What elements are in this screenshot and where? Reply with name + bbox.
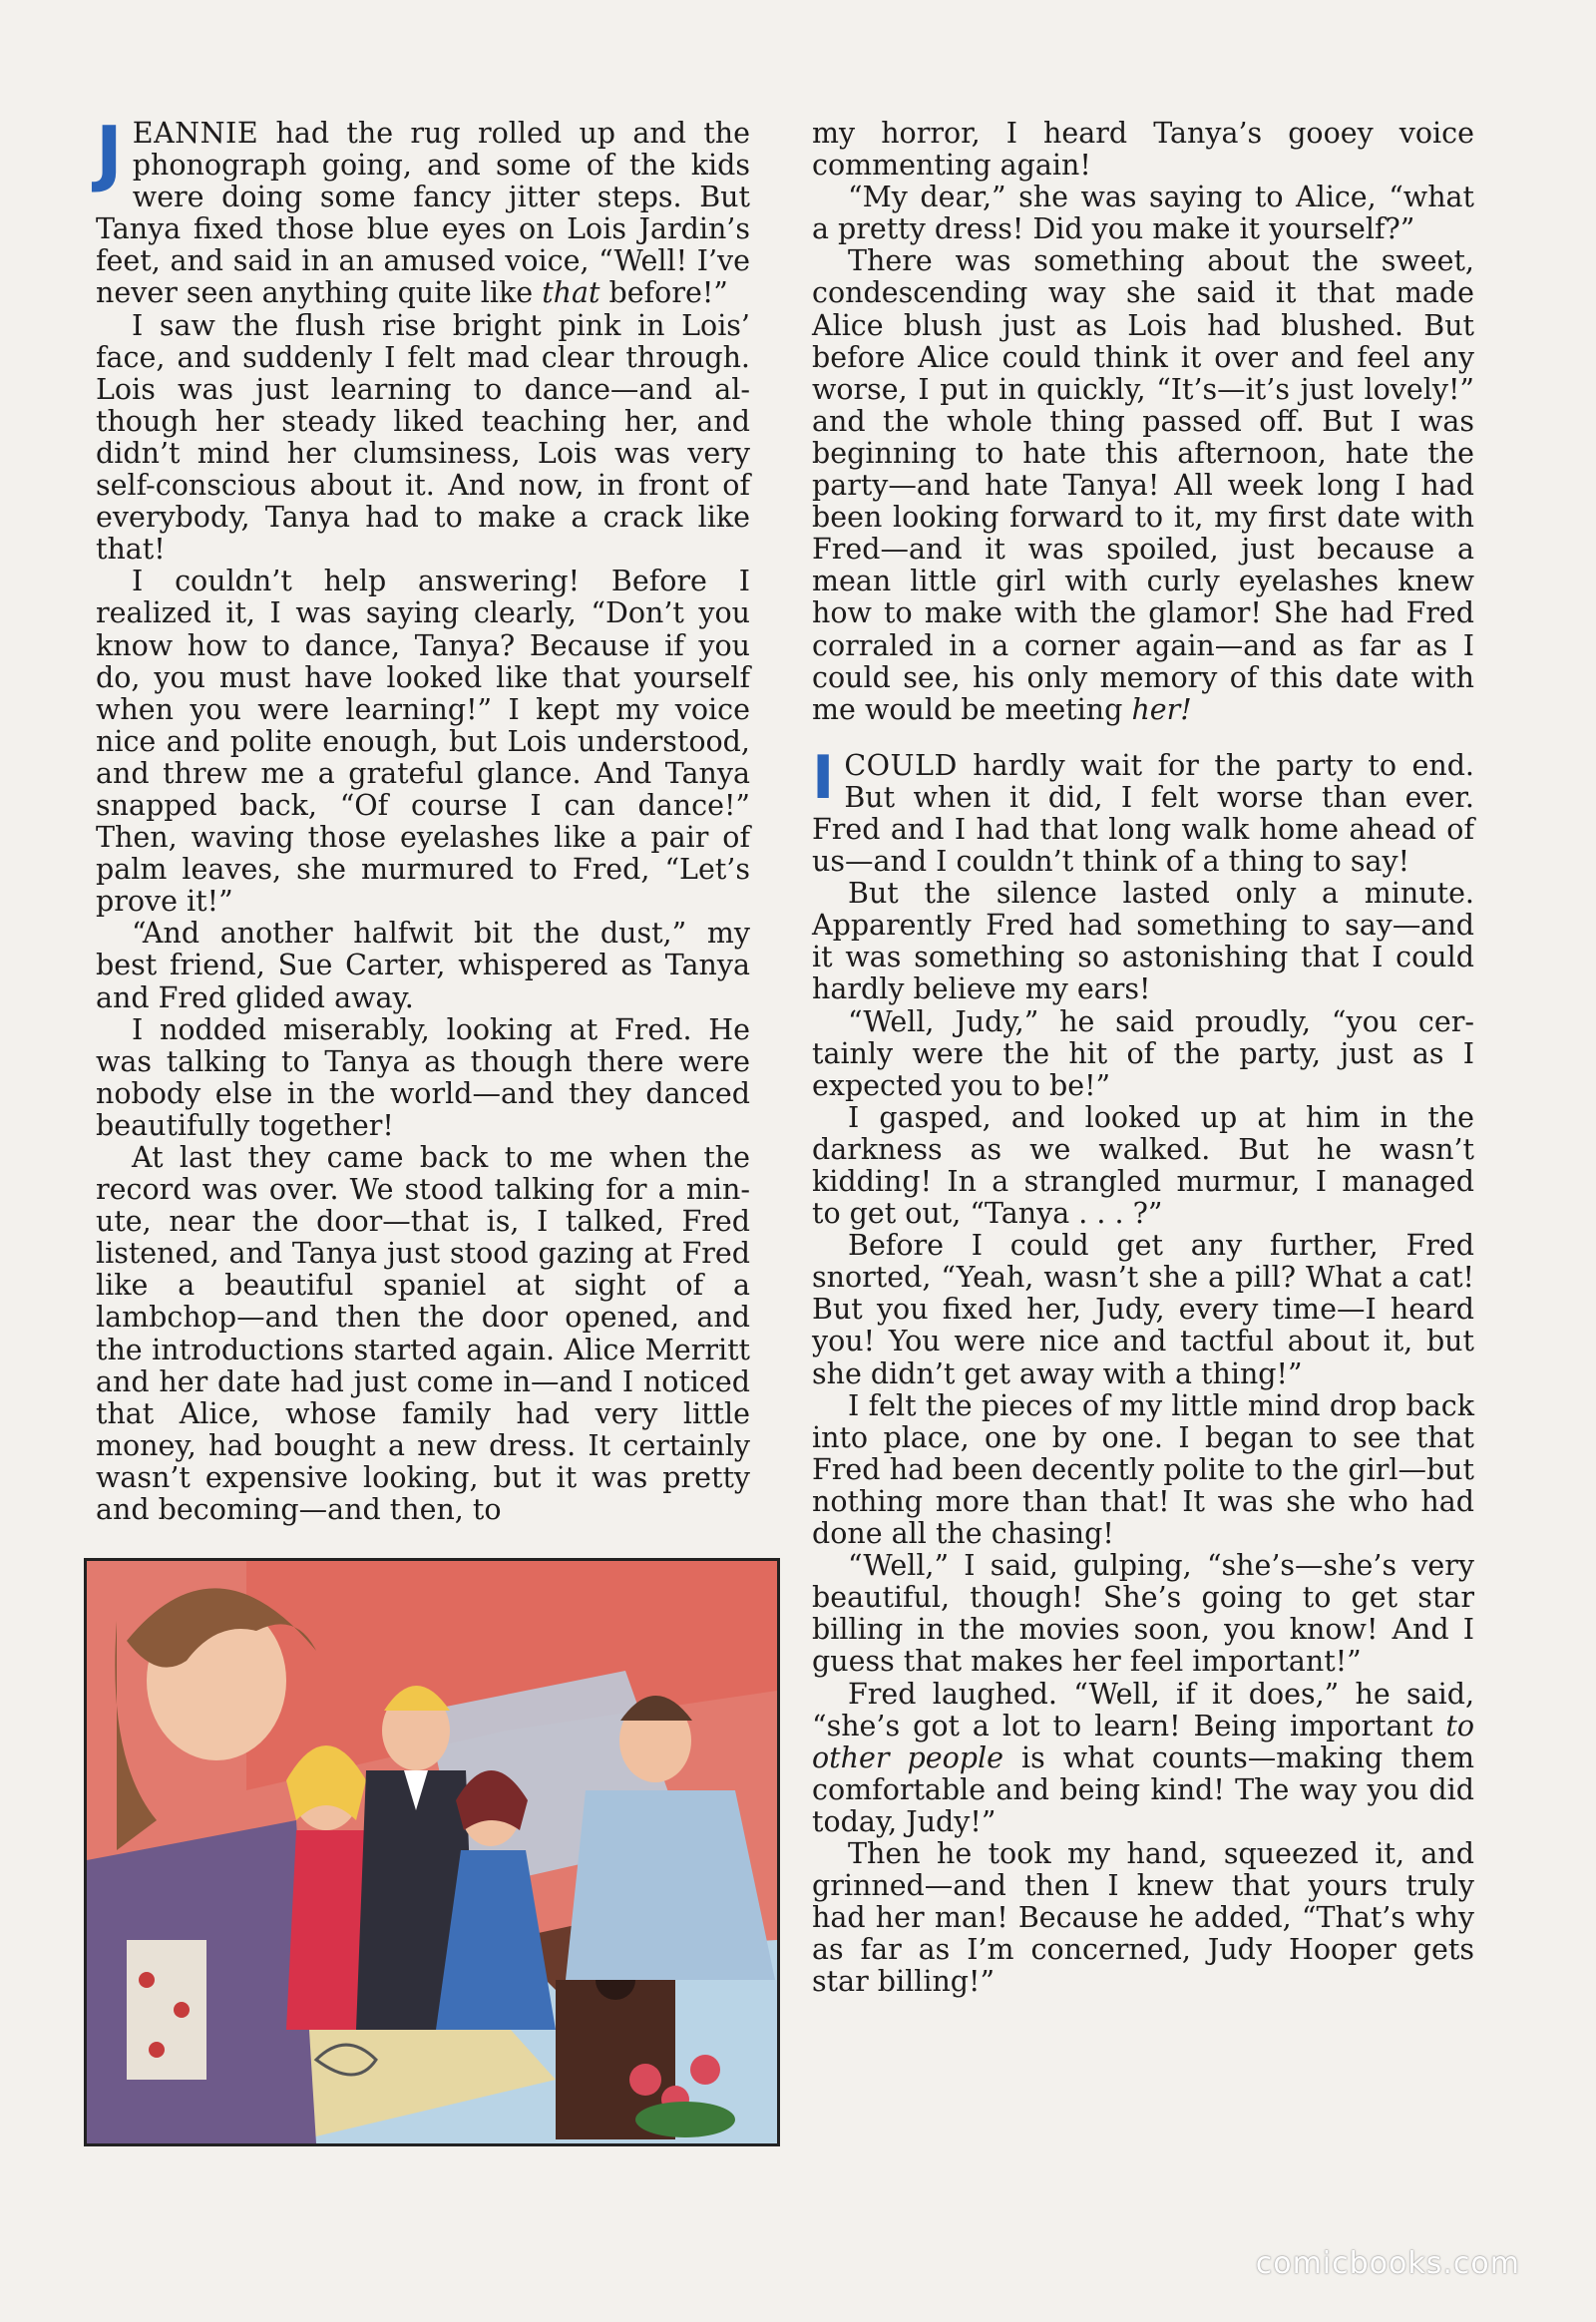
opening-word: COULD — [844, 748, 958, 782]
paragraph-text: There was something about the sweet, condescending way she said it that made Alice blush just as Lois had blushed. But before Alice could think it over and feel any worse, I put in quickly, “It’s—it’s just lovely!” and the whole thing passed off. But I was beginning to hate this afternoon, hate the party—and hate Tanya! All week long I had been looking forward to it, my first date with Fred—and it was spoiled, just because a mean little girl with curly eyelashes knew how to make with the glamor! She had Fred corraled in a corner again—and as far as I could see, his only memory of this date with me would be meeting — [812, 244, 1474, 726]
italic-text: to other people — [812, 1709, 1474, 1774]
story-paragraph: “Well,” I said, gulping, “she’s—she’s very beautiful, though! She’s going to get star billing in the movies soon, you know! And I guess that makes her feel important!” — [812, 1549, 1474, 1679]
dropcap-letter: J — [96, 111, 123, 194]
story-paragraph — [812, 742, 1474, 879]
story-paragraph: “Well, Judy,” he said proudly, “you certainly were the hit of the party, just as I expected you to be!” — [812, 1004, 1474, 1102]
story-paragraph — [96, 111, 750, 310]
story-paragraph: I felt the pieces of my little mind drop back into place, one by one. I began to see that Fred had been decently polite to the girl—but nothing more than that! It was she who had done all the chasing! — [812, 1388, 1474, 1551]
story-paragraph: I nodded miserably, looking at Fred. He was talking to Tanya as though there were nobody else in the world—and they danced beautifully together! — [96, 1012, 750, 1142]
left-column — [96, 111, 750, 1527]
story-paragraph — [812, 1679, 1474, 1838]
dropcap-letter: I — [812, 742, 835, 813]
comic-illustration-panel — [84, 1558, 780, 2146]
story-paragraph: my horror, I heard Tanya’s gooey voice commenting again! — [812, 117, 1474, 183]
story-paragraph: But the silence lasted only a minute. Apparently Fred had something to say—and it was something so astonishing that I could hardly believe my ears! — [812, 877, 1474, 1006]
italic-text: that — [542, 276, 600, 310]
story-paragraph: I saw the flush rise bright pink in Lois’ face, and suddenly I felt mad clear through. Lois was just learning to dance—and although her steady liked teaching her, and didn’t mind her clumsiness, Lois was very self-conscious about it. And now, in front of everybody, Tanya had to make a crack like that! — [96, 308, 750, 567]
story-paragraph: “And another halfwit bit the dust,” my best friend, Sue Carter, whispered as Tanya and Fred glided away. — [96, 917, 750, 1014]
right-column — [812, 118, 1474, 1998]
paragraph-text: is what counts—making them comfortable and being kind! The way you did today, Judy!” — [812, 1741, 1474, 1838]
site-watermark: comicbooks.com — [1255, 2246, 1520, 2281]
paragraph-text: Fred laughed. “Well, if it does,” he said, “she’s got a lot to learn! Being important — [812, 1677, 1474, 1742]
story-paragraph — [812, 245, 1474, 725]
story-paragraph: “My dear,” she was saying to Alice, “what a pretty dress! Did you make it yourself?” — [812, 181, 1474, 246]
opening-word: EANNIE — [132, 117, 259, 150]
story-paragraph: At last they came back to me when the record was over. We stood talking for a minute, near the door—that is, I talked, Fred listened, and Tanya just stood gazing at Fred like a beautiful spaniel at sight of a lambchop—and then the door opened, and the introductions started again. Alice Merritt and her date had just come in—and I noticed that Alice, whose family had very little money, had bought a new dress. It certainly wasn’t expensive looking, but it was pretty and becoming—and then, to — [96, 1141, 750, 1527]
paragraph-text: had the rug rolled up and the phonograph going, and some of the kids were doing some fancy jitter steps. But Tanya fixed those blue eyes on Lois Jardin’s feet, and said in an amused voice, “Well! I’ve never seen anything quite like — [96, 117, 750, 310]
comic-panel-party-scene-icon — [87, 1561, 777, 2143]
section-break — [812, 726, 1474, 750]
italic-text: her! — [1131, 692, 1192, 726]
story-paragraph: Then he took my hand, squeezed it, and grinned—and then I knew that yours truly had her man! Because he added, “That’s why as far as I’m concerned, Judy Hooper gets star billing!” — [812, 1836, 1474, 1999]
paragraph-text: hardly wait for the party to end. But when it did, I felt worse than ever. Fred and I had that long walk home ahead of us—and I couldn’t think of a thing to say! — [812, 748, 1474, 879]
paragraph-text: before!” — [599, 276, 728, 310]
story-paragraph: I couldn’t help answering! Before I realized it, I was saying clearly, “Don’t you know how to dance, Tanya? Because if you do, you must have looked like that yourself when you were learning!” I kept my voice nice and polite enough, but Lois understood, and threw me a grateful glance. And Tanya snapped back, “Of course I can dance!” Then, waving those eyelashes like a pair of palm leaves, she murmured to Fred, “Let’s prove it!” — [96, 565, 750, 919]
story-paragraph: I gasped, and looked up at him in the darkness as we walked. But he wasn’t kidding! In a strangled murmur, I managed to get out, “Tanya . . . ?” — [812, 1100, 1474, 1231]
story-paragraph: Before I could get any further, Fred snorted, “Yeah, wasn’t she a pill? What a cat! But you fixed her, Judy, every time—I heard you! You were nice and tactful about it, but she didn’t get away with a thing!” — [812, 1229, 1474, 1390]
